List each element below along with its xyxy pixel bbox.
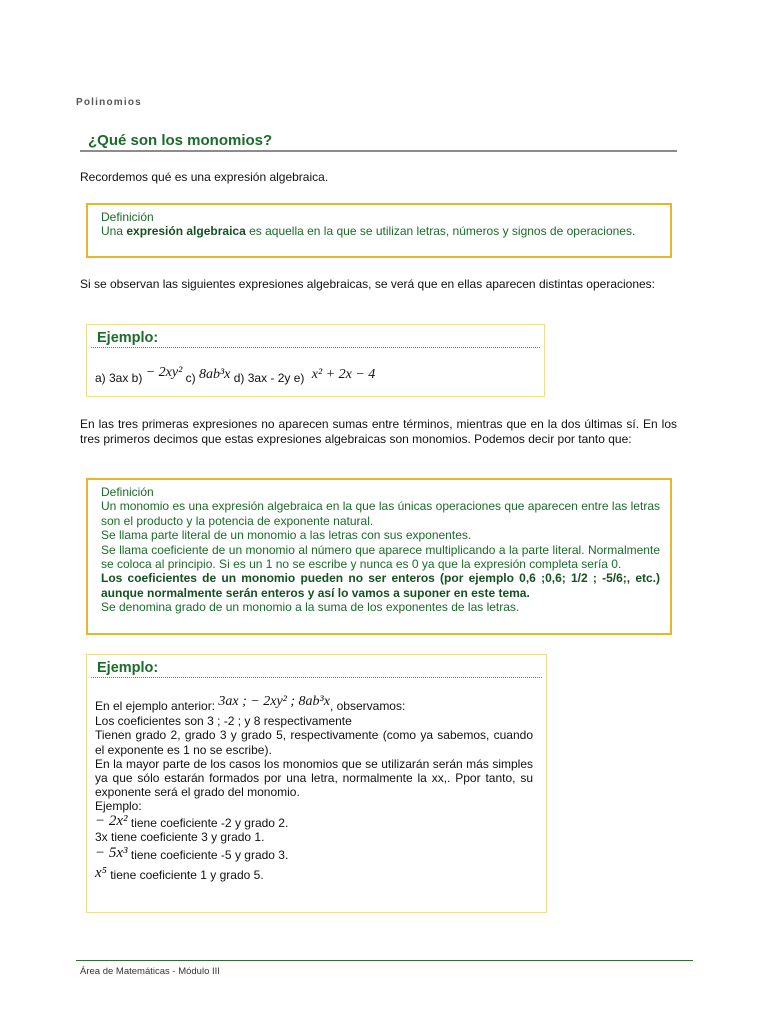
definition-term: expresión algebraica [126, 224, 246, 239]
expr-a: a) 3ax b) [95, 371, 143, 385]
example-2-body [95, 694, 533, 883]
example-line-1: En el ejemplo anterior: 3ax ; − 2xy² ; 8ab³x, observamos: [95, 694, 406, 713]
footer-text: Área de Matemáticas - Módulo III [80, 966, 220, 977]
page-title: ¿Qué son los monomios? [80, 132, 677, 152]
definition-grado: Se denomina grado de un monomio a la suma de los exponentes de las letras. [101, 600, 520, 615]
definition-box-1 [86, 203, 672, 258]
expr-c-math: 8ab³x [198, 367, 231, 382]
example-monomial-4: x⁵ tiene coeficiente 1 y grado 5. [95, 865, 264, 883]
expr-b-math: − 2xy² [145, 365, 183, 380]
intro-paragraph-2: Si se observan las siguientes expresiones algebraicas, se verá que en ellas aparecen distintas operaciones: [80, 277, 656, 291]
example-box-1 [86, 324, 545, 397]
example-line-coeficientes: Los coeficientes son 3 ; -2 ; y 8 respectivamente [95, 714, 352, 729]
example-line-ejemplo: Ejemplo: [95, 799, 142, 814]
section-label: Polinomios [76, 97, 142, 108]
definition-box-2 [86, 478, 672, 635]
example-title: Ejemplo: [97, 330, 159, 346]
monomial-3-math: − 5x³ [95, 845, 128, 862]
example-divider [91, 347, 540, 348]
example-box-2 [86, 654, 547, 913]
expr-e-math: x² + 2x − 4 [311, 367, 376, 382]
definition-text-pre: Una [101, 224, 127, 239]
definition-monomio: Un monomio es una expresión algebraica en la que las únicas operaciones que aparecen entre las letras son el producto y la potencia de exponente natural. [101, 499, 660, 528]
intro-text: Recordemos qué es una expresión algebraica. [80, 170, 329, 184]
explanation-paragraph: En las tres primeras expresiones no aparecen sumas entre términos, mientras que en la dos últimas sí. En los tres primeros decimos que estas expresiones algebraicas son monomios. Podemos decir por tanto que: [80, 417, 677, 446]
example-line-simples: En la mayor parte de los casos los monomios que se utilizarán serán más simples ya que sólo estarán formados por una letra, normalmente la xx,. Ppor tanto, su exponente será el grado del monomio. [95, 756, 533, 800]
monomial-1-math: − 2x² [95, 812, 128, 829]
definition-text-post: es aquella en la que se utilizan letras, números y signos de operaciones. [245, 224, 636, 239]
example-divider [91, 677, 542, 678]
definition-title: Definición [101, 210, 154, 224]
definition-note-bold: Los coeficientes de un monomio pueden no ser enteros (por ejemplo 0,6 ;0,6; 1/2 ; -5/6;, etc.) aunque normalmente serán enteros y así lo vamos a suponer en este tema. [101, 571, 660, 600]
example-monomial-3: − 5x³ tiene coeficiente -5 y grado 3. [95, 845, 289, 863]
expr-c-label: c) [185, 371, 196, 385]
definition-coeficiente: Se llama coeficiente de un monomio al número que aparece multiplicando a la parte literal. Normalmente se coloca al principio. Si es un 1 no se escribe y nunca es 0 ya que la expresión completa sería 0. [101, 542, 660, 572]
example-monomial-2: 3x tiene coeficiente 3 y grado 1. [95, 829, 265, 844]
monomial-4-math: x⁵ [95, 865, 107, 882]
example-title: Ejemplo: [97, 660, 159, 676]
definition-parte-literal: Se llama parte literal de un monomio a las letras con sus exponentes. [101, 528, 472, 543]
example-line-grados: Tienen grado 2, grado 3 y grado 5, respectivamente (como ya sabemos, cuando el exponente es 1 no se escribe). [95, 728, 533, 757]
example-monomials-math: 3ax ; − 2xy² ; 8ab³x [218, 694, 330, 709]
example-monomial-1: − 2x² tiene coeficiente -2 y grado 2. [95, 812, 289, 830]
example-expressions [95, 365, 535, 386]
footer-divider [76, 960, 693, 961]
definition-title: Definición [101, 485, 154, 499]
expr-d: d) 3ax - 2y e) [233, 371, 305, 385]
